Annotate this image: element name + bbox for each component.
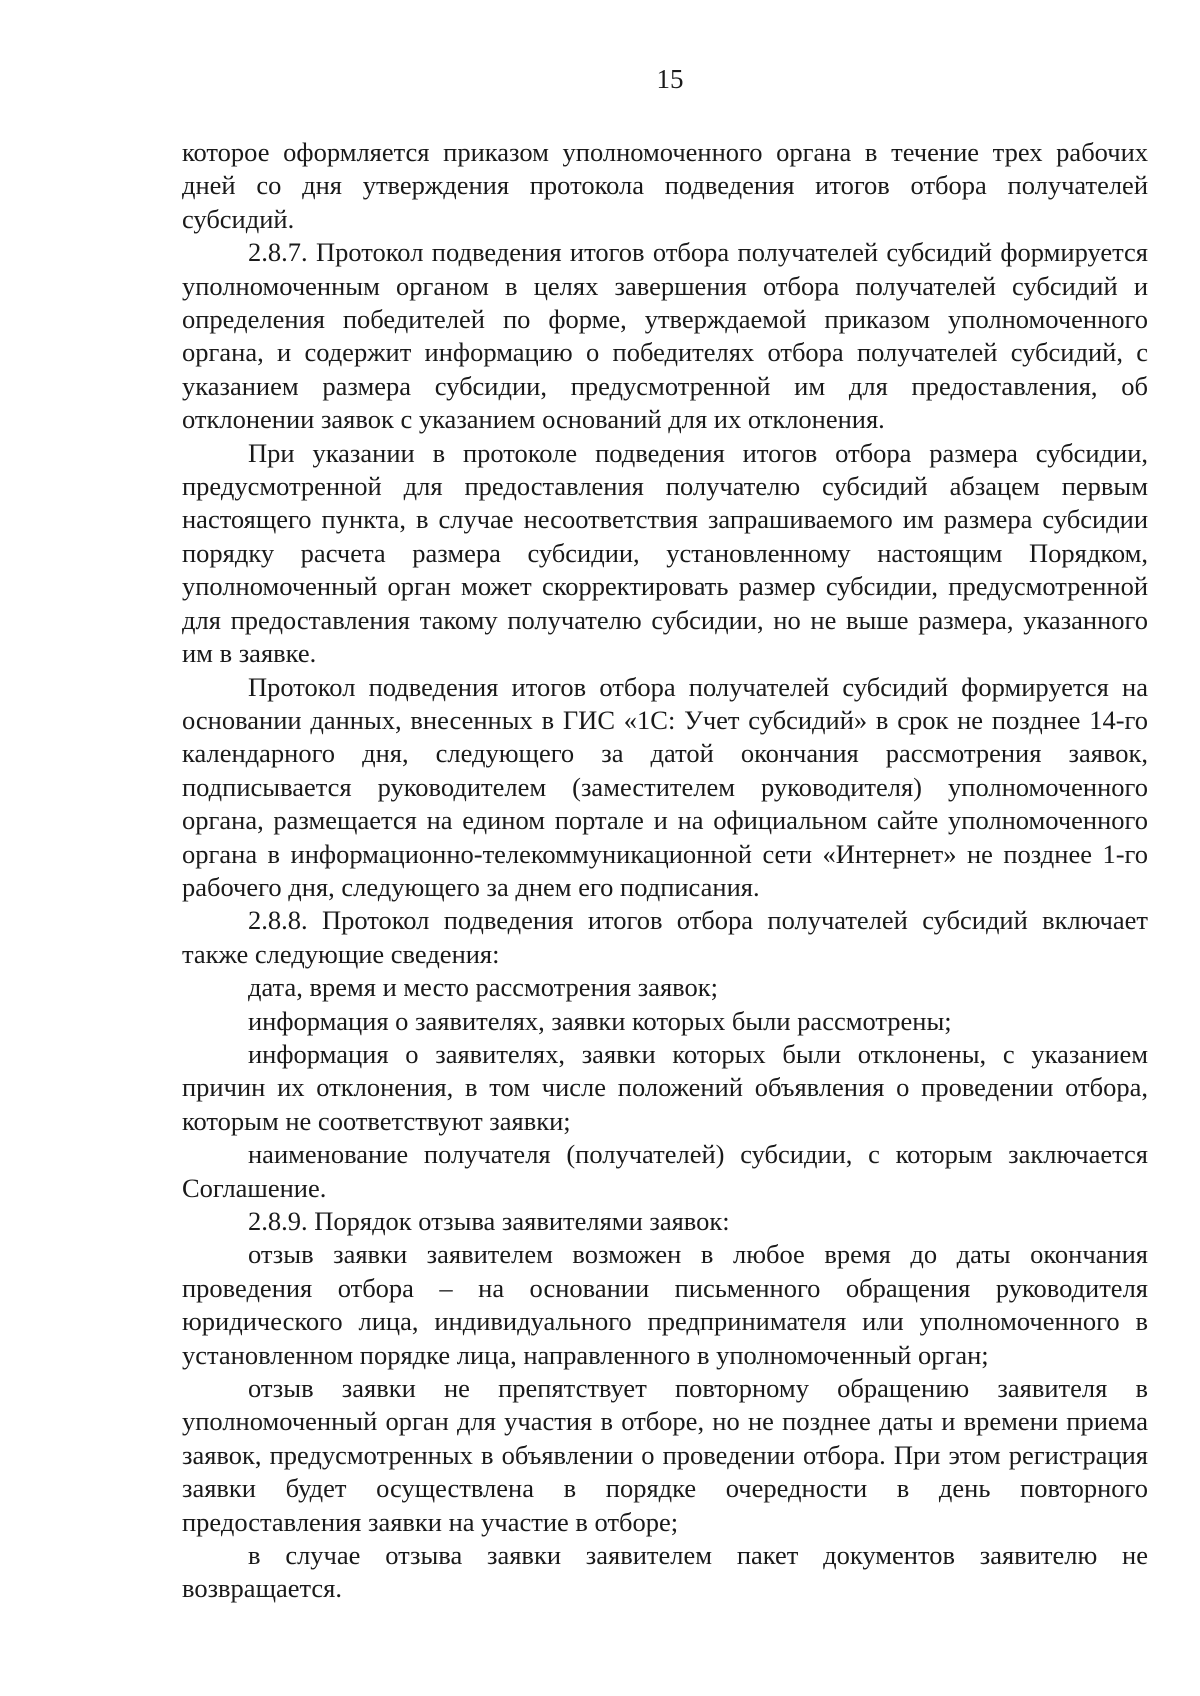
list-item-reviewed-applicants: информация о заявителях, заявки которых были рассмотрены; bbox=[248, 1005, 952, 1036]
list-item-withdraw-documents: в случае отзыва заявки заявителем пакет документов заявителю не возвращается. bbox=[182, 1540, 1148, 1604]
list-item-withdraw-resubmit: отзыв заявки не препятствует повторному обращению заявителя в уполномоченный орган для участия в отборе, но не позднее даты и времени приема заявок, предусмотренных в объявлении о проведении отбора. При этом регистрация заявки будет осуществлена в порядке очередности в день повторного предоставления заявки на участие в отборе; bbox=[182, 1373, 1148, 1537]
paragraph-continuation: которое оформляется приказом уполномоченного органа в течение трех рабочих дней со дня утверждения протокола подведения итогов отбора получателей субсидий. bbox=[182, 137, 1148, 234]
paragraph-gis-protocol: Протокол подведения итогов отбора получателей субсидий формируется на основании данных, внесенных в ГИС «1С: Учет субсидий» в срок не позднее 14-го календарного дня, следующего за датой окончания рассмотрения заявок, подписывается руководителем (заместителем руководителя) уполномоченного органа, размещается на едином портале и на официальном сайте уполномоченного органа в информационно-телекоммуникационной сети «Интернет» не позднее 1-го рабочего дня, следующего за днем его подписания. bbox=[182, 671, 1148, 902]
paragraph-2-8-7: 2.8.7. Протокол подведения итогов отбора получателей субсидий формируется уполномоченным органом в целях завершения отбора получателей субсидий и определения победителей по форме, утверждаемой приказом уполномоченного органа, и содержит информацию о победителях отбора получателей субсидий, с указанием размера субсидии, предусмотренной им для предоставления, об отклонении заявок с указанием оснований для их отклонения. bbox=[182, 237, 1148, 435]
page-number: 15 bbox=[656, 64, 684, 94]
list-item-withdraw-any-time: отзыв заявки заявителем возможен в любое время до даты окончания проведения отбора – на основании письменного обращения руководителя юридического лица, индивидуального предпринимателя или уполномоченного в установленном порядке лица, направленного в уполномоченный орган; bbox=[182, 1239, 1148, 1370]
document-body bbox=[182, 136, 1148, 1606]
paragraph-2-8-8: 2.8.8. Протокол подведения итогов отбора получателей субсидий включает также следующие сведения: bbox=[182, 905, 1148, 969]
paragraph-2-8-9: 2.8.9. Порядок отзыва заявителями заявок: bbox=[248, 1206, 730, 1236]
list-item-rejected-applicants: информация о заявителях, заявки которых были отклонены, с указанием причин их отклонения, в том числе положений объявления о проведении отбора, которым не соответствуют заявки; bbox=[182, 1038, 1148, 1136]
list-item-recipient-name: наименование получателя (получателей) субсидии, с которым заключается Соглашение. bbox=[182, 1139, 1148, 1203]
paragraph-subsidy-size-adjustment: При указании в протоколе подведения итогов отбора размера субсидии, предусмотренной для предоставления получателю субсидий абзацем первым настоящего пункта, в случае несоответствия запрашиваемого им размера субсидии порядку расчета размера субсидии, установленному настоящим Порядком, уполномоченный орган может скорректировать размер субсидии, предусмотренной для предоставления такому получателю субсидии, но не выше размера, указанного им в заявке. bbox=[182, 437, 1148, 669]
list-item-review-date: дата, время и место рассмотрения заявок; bbox=[248, 972, 718, 1003]
